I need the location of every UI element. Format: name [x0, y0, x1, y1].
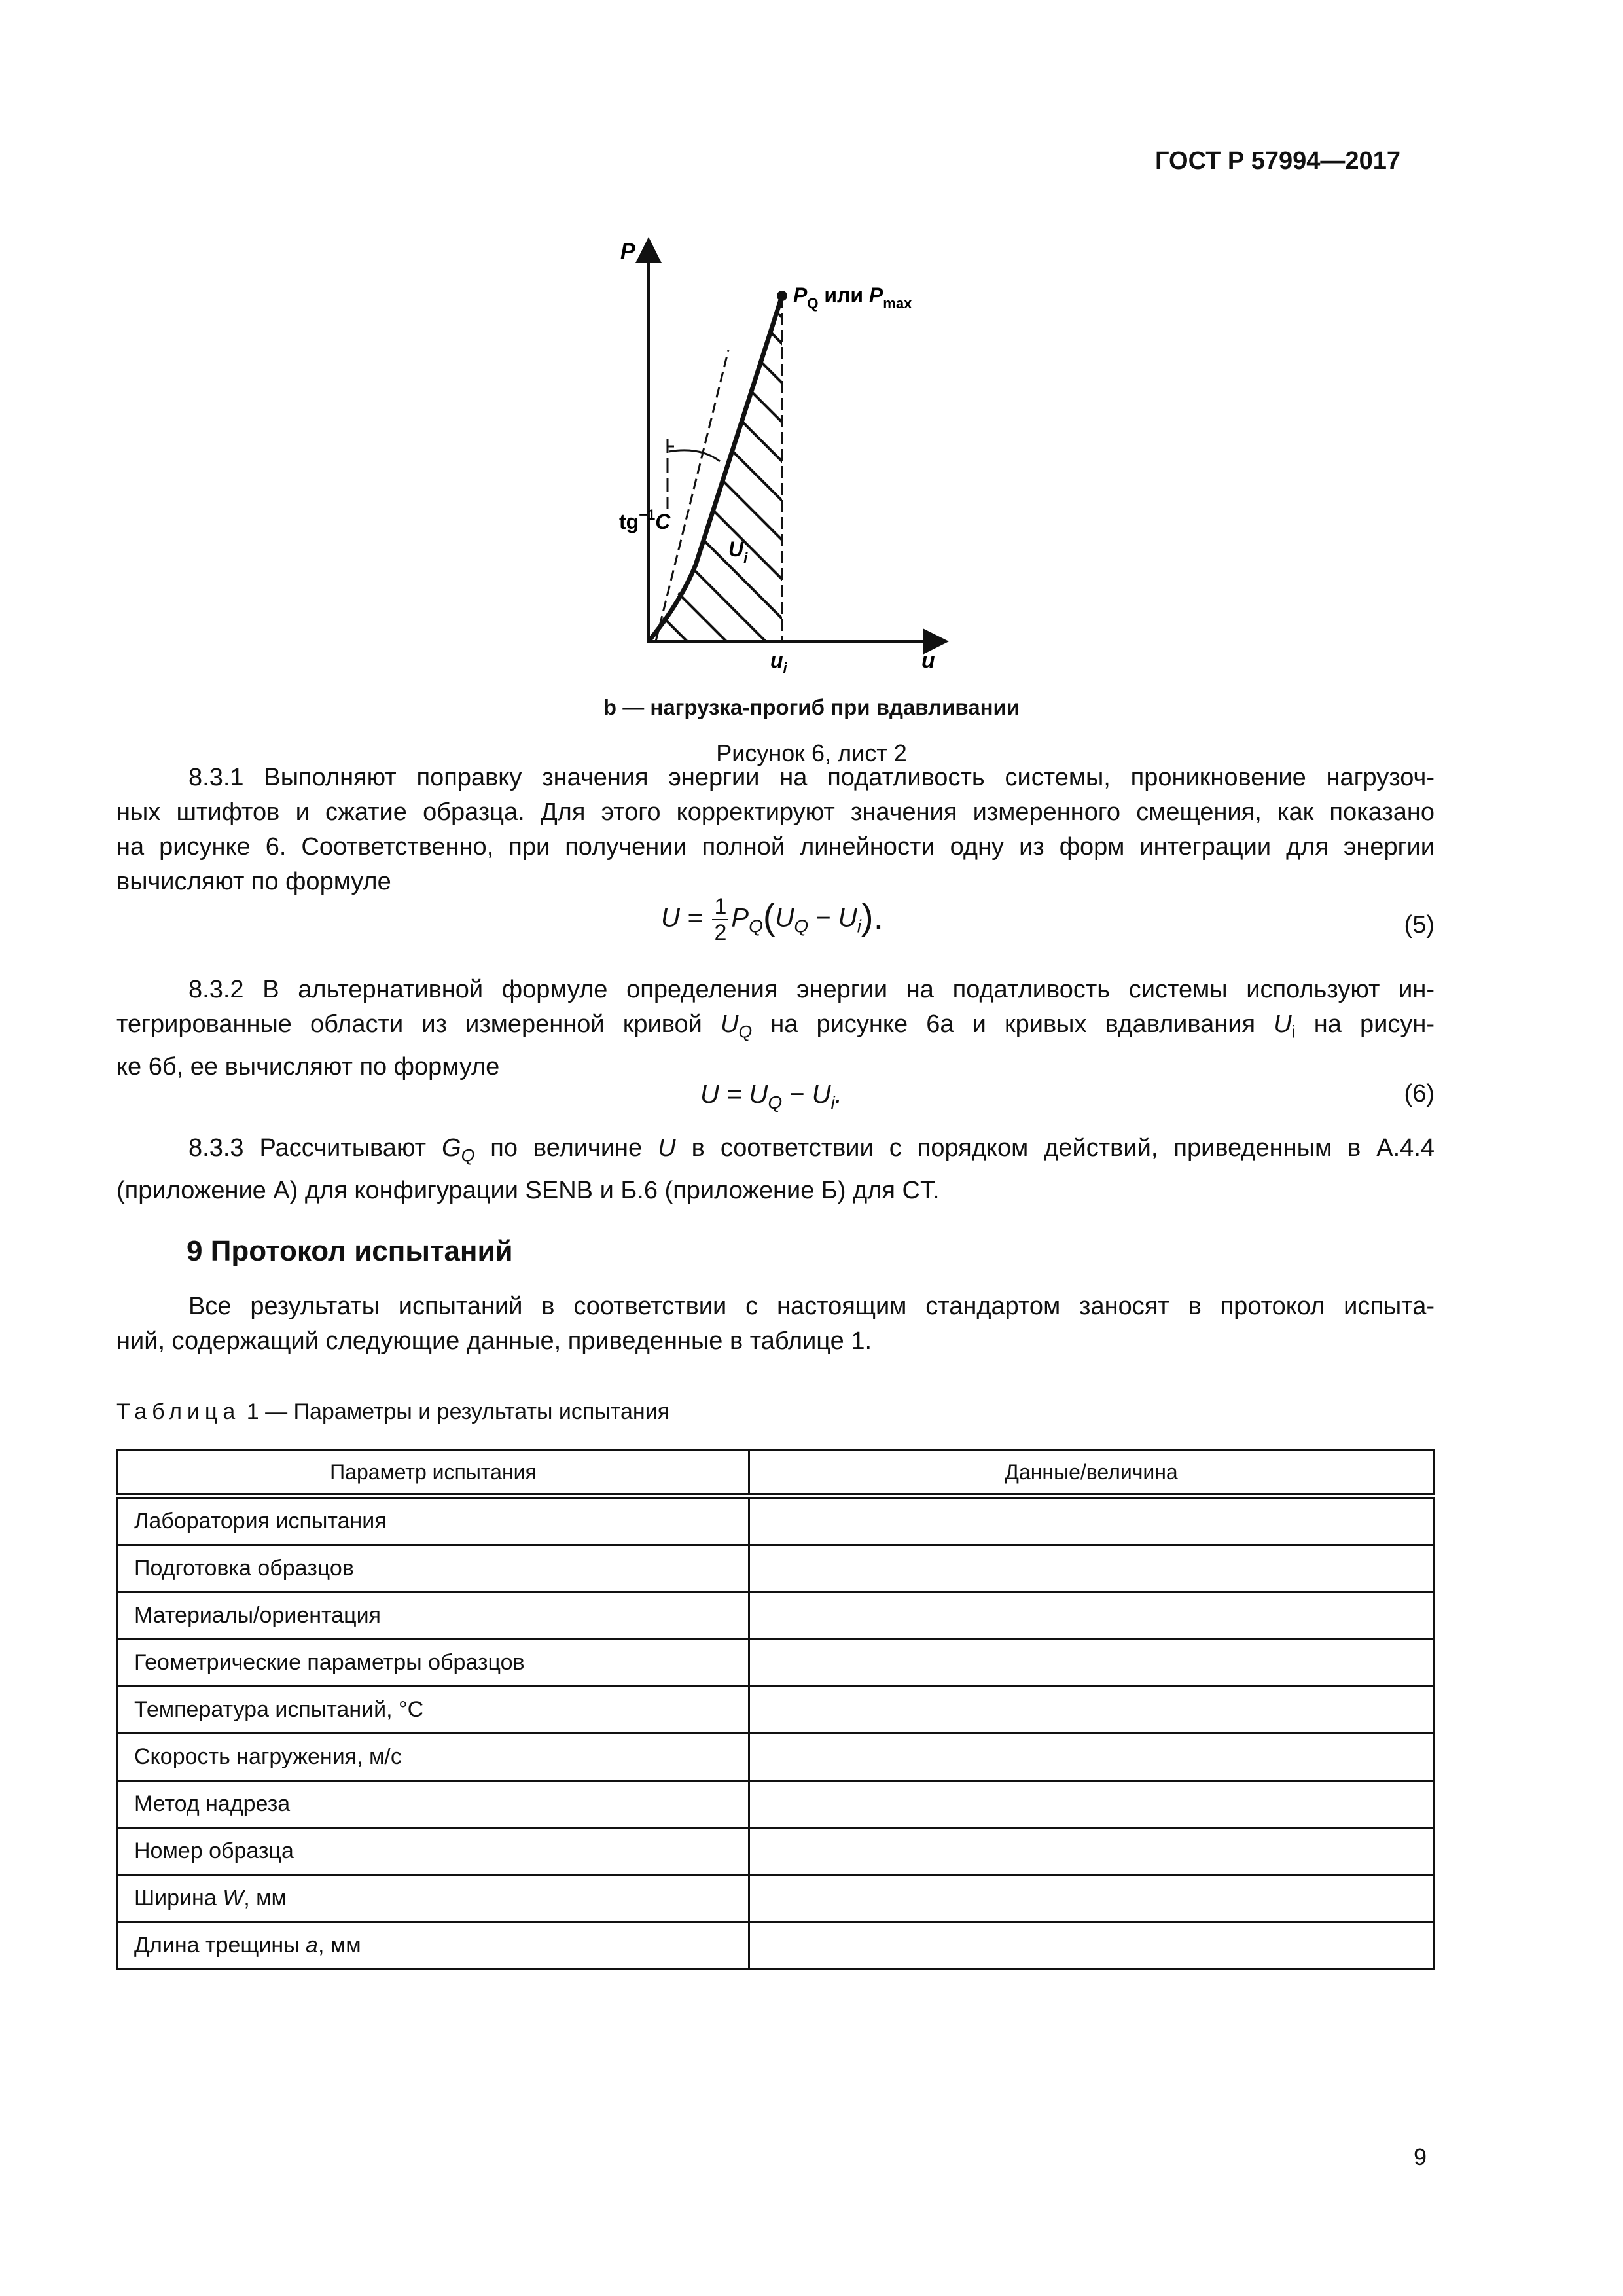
table-cell-empty [749, 1875, 1434, 1922]
x-axis-label: u [921, 648, 935, 673]
paragraph-8-3-1: 8.3.1 Выполняют поправку значения энергии на податливость системы, проникновение нагрузоч- ных штифтов и сжатие образца. Для этого корректируют значения измеренного смещения, как показано на рисунке 6. Соответственно, при получении полной линейности одну из форм интеграции для энергии вычисляют по формуле [116, 764, 1435, 895]
paragraph-8-3-3: 8.3.3 Рассчитывают $G_Q$ по величине U в соответствии с порядком действий, приведенным в А.4.4 (приложение А) для конфигурации SENB и Б.6 (приложение Б) для CT. [116, 1134, 1435, 1204]
figure-caption: Рисунок 6, лист 2 [716, 740, 907, 766]
table-cell: Лаборатория испытания [118, 1496, 749, 1545]
table-cell: Температура испытаний, °С [118, 1687, 749, 1734]
table-row [118, 1875, 1434, 1922]
max-point-label: $P_Q$ или $P_{max}$ [793, 283, 912, 312]
figure-subcaption: b — нагрузка-прогиб при вдавливании [603, 695, 1020, 719]
load-deflection-diagram [609, 236, 975, 681]
max-load-point [777, 291, 787, 301]
equation-5-number: (5) [1404, 911, 1435, 939]
paragraph-8-3-2: 8.3.2 В альтернативной формуле определения энергии на податливость системы используют ин- тегрированные области из измеренной кривой $U_Q$ на рисунке 6а и кривых вдавливания $U_i$ на рисун- ке 6б, ее вычисляют по формуле [116, 976, 1435, 1081]
table-cell-empty [749, 1545, 1434, 1592]
table-cell-empty [749, 1828, 1434, 1875]
table-row [118, 1496, 1434, 1545]
table-header-parameter: Параметр испытания [118, 1450, 749, 1496]
table-cell-empty [749, 1734, 1434, 1781]
parameters-table [116, 1449, 1435, 1970]
table-cell-empty [749, 1496, 1434, 1545]
table-caption: Таблица 1 — Параметры и результаты испытания [116, 1399, 670, 1424]
standard-number: ГОСТ Р 57994—2017 [1155, 147, 1400, 175]
section-9-paragraph: Все результаты испытаний в соответствии с настоящим стандартом заносят в протокол испыта- ний, содержащий следующие данные, приведенные в таблице 1. [116, 1293, 1435, 1355]
table-cell: Скорость нагружения, м/с [118, 1734, 749, 1781]
table-row [118, 1734, 1434, 1781]
table-row [118, 1640, 1434, 1687]
angle-label: $tg^{-1}C$ [619, 507, 671, 533]
table-cell-empty [749, 1592, 1434, 1640]
equation-6-number: (6) [1404, 1080, 1435, 1107]
table-cell: Длина трещины a, мм [118, 1922, 749, 1969]
table-cell: Геометрические параметры образцов [118, 1640, 749, 1687]
table-cell: Материалы/ориентация [118, 1592, 749, 1640]
table-cell-empty [749, 1781, 1434, 1828]
table-cell-empty [749, 1687, 1434, 1734]
table-row [118, 1828, 1434, 1875]
page-number: 9 [1414, 2144, 1427, 2170]
table-row [118, 1781, 1434, 1828]
table-row [118, 1687, 1434, 1734]
y-axis-label: P [620, 239, 635, 264]
table-row [118, 1922, 1434, 1969]
equation-5: U = $\frac{1}{2}$ $P_Q(U_Q - U_i)$. [661, 894, 884, 945]
ui-mark-label: $u_i$ [770, 649, 787, 676]
table-header-row [118, 1450, 1434, 1496]
table-cell: Подготовка образцов [118, 1545, 749, 1592]
table-cell: Ширина W, мм [118, 1875, 749, 1922]
table-header-value: Данные/величина [749, 1450, 1434, 1496]
section-heading: 9 Протокол испытаний [187, 1235, 513, 1267]
table-cell-empty [749, 1640, 1434, 1687]
table-row [118, 1545, 1434, 1592]
table-cell: Метод надреза [118, 1781, 749, 1828]
equation-6: $U = U_Q - U_i$. [700, 1080, 842, 1113]
area-label: $U_i$ [728, 537, 748, 566]
table-cell: Номер образца [118, 1828, 749, 1875]
table-row [118, 1592, 1434, 1640]
table-cell-empty [749, 1922, 1434, 1969]
